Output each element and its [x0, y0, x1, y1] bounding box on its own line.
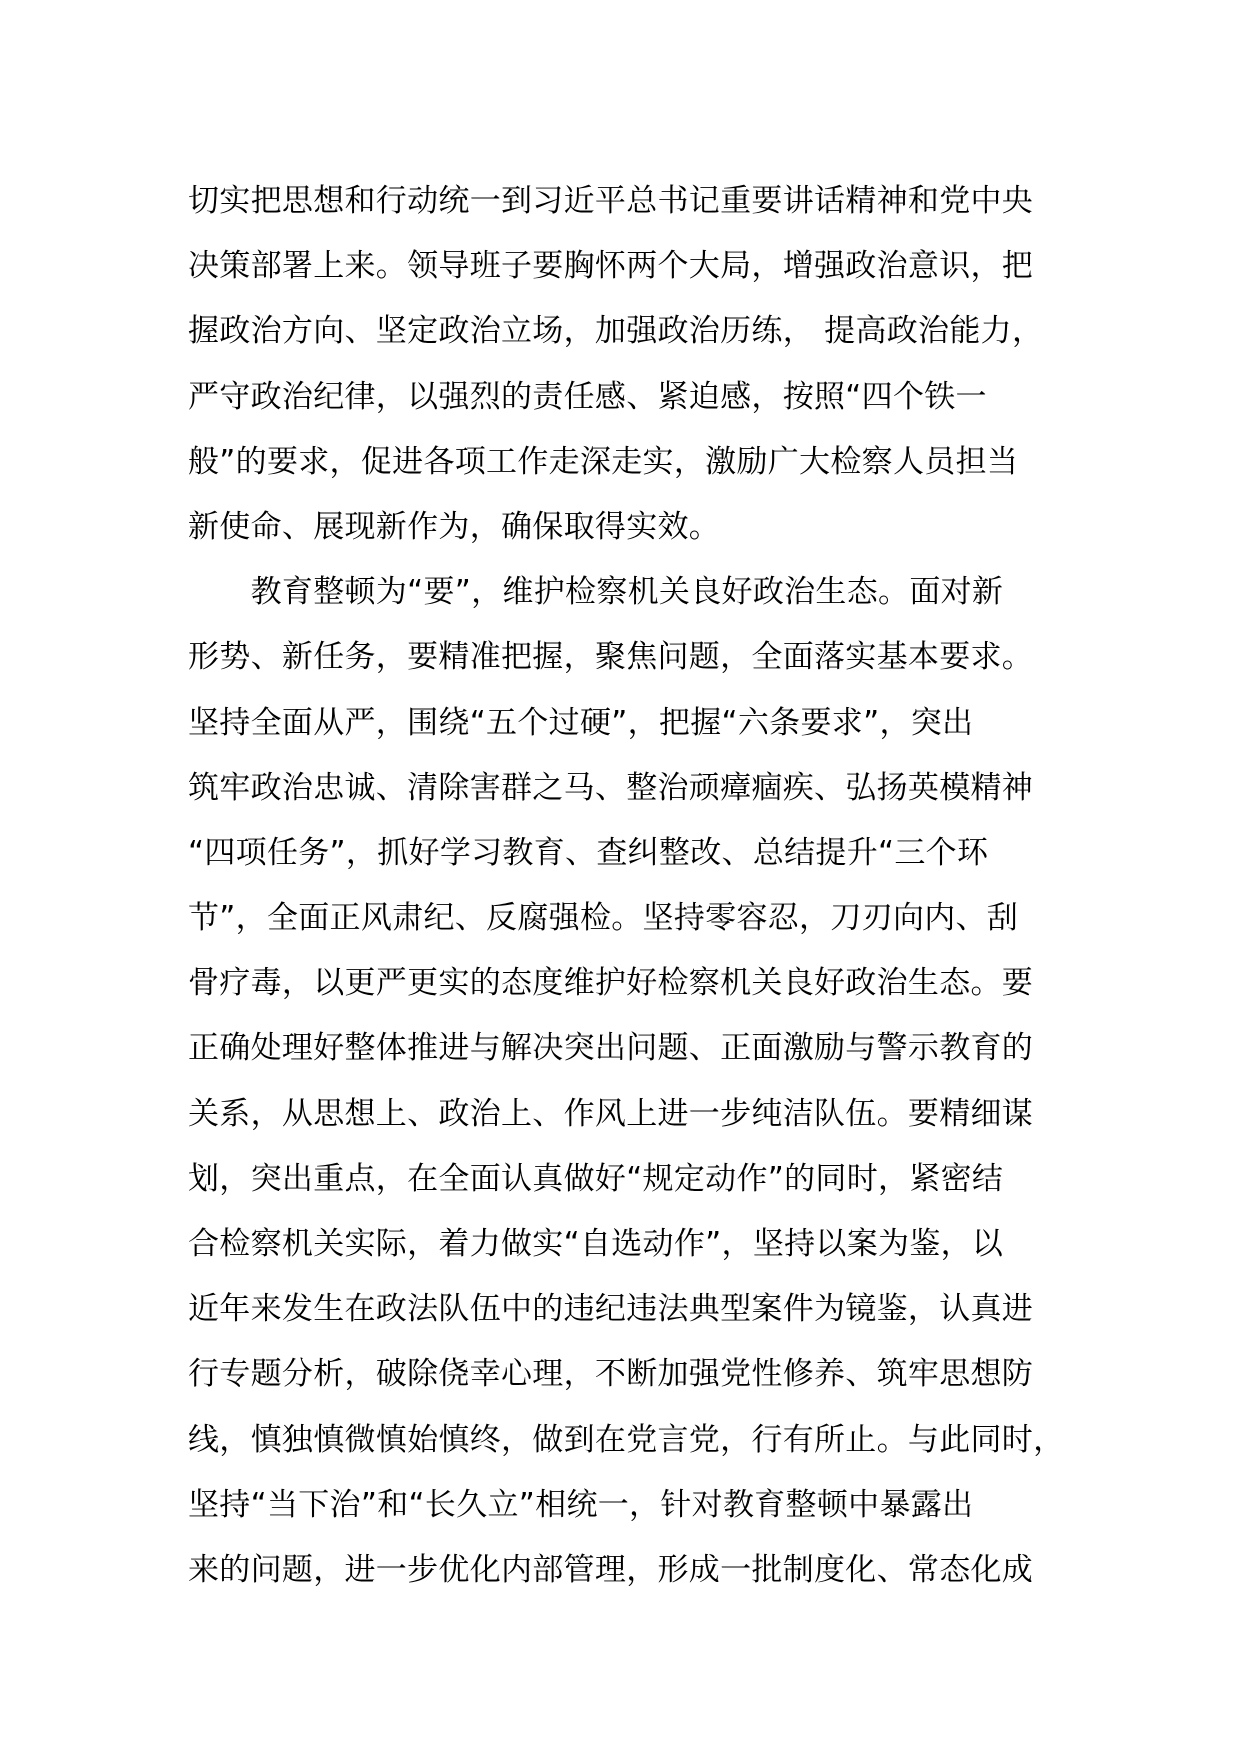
text-line: 决策部署上来。领导班子要胸怀两个大局，增强政治意识，把: [188, 248, 1034, 285]
text-line: 切实把思想和行动统一到习近平总书记重要讲话精神和党中央: [188, 183, 1034, 219]
text-line: 线，慎独慎微慎始慎终，做到在党言党，行有所止。与此同时，: [188, 1421, 1065, 1458]
text-line: 骨疗毒，以更严更实的态度维护好检察机关良好政治生态。要: [188, 965, 1034, 1002]
text-line: 来的问题，进一步优化内部管理，形成一批制度化、常态化成: [188, 1551, 1034, 1588]
text-line: 筑牢政治忠诚、清除害群之马、整治顽瘴痼疾、弘扬英模精神: [188, 769, 1034, 806]
text-line: 节”，全面正风肃纪、反腐强检。坚持零容忍，刀刃向内、刮: [188, 900, 1019, 937]
text-line: 坚持“当下治”和“长久立”相统一，针对教育整顿中暴露出: [188, 1486, 974, 1523]
text-line: 正确处理好整体推进与解决突出问题、正面激励与警示教育的: [188, 1030, 1034, 1067]
body-text: [188, 169, 1088, 1603]
text-line: 严守政治纪律，以强烈的责任感、紧迫感，按照“四个铁一: [188, 378, 987, 415]
text-line: 握政治方向、坚定政治立场，加强政治历练， 提高政治能力，: [188, 313, 1044, 350]
text-line: 般”的要求，促进各项工作走深走实，激励广大检察人员担当: [188, 443, 1019, 480]
text-line: 划，突出重点，在全面认真做好“规定动作”的同时，紧密结: [188, 1160, 1004, 1197]
text-line: 行专题分析，破除侥幸心理，不断加强党性修养、筑牢思想防: [188, 1356, 1034, 1393]
text-line: 关系，从思想上、政治上、作风上进一步纯洁队伍。要精细谋: [188, 1095, 1034, 1132]
text-line: 形势、新任务，要精准把握，聚焦问题，全面落实基本要求。: [188, 639, 1034, 676]
text-line: 教育整顿为“要”，维护检察机关良好政治生态。面对新: [188, 574, 1004, 611]
text-line: “四项任务”，抓好学习教育、查纠整改、总结提升“三个环: [188, 834, 989, 871]
text-line: 新使命、展现新作为，确保取得实效。: [188, 508, 721, 545]
text-line: 近年来发生在政法队伍中的违纪违法典型案件为镜鉴，认真进: [188, 1291, 1034, 1328]
text-line: 坚持全面从严，围绕“五个过硬”，把握“六条要求”，突出: [188, 704, 974, 741]
text-line: 合检察机关实际，着力做实“自选动作”，坚持以案为鉴，以: [188, 1226, 1004, 1262]
